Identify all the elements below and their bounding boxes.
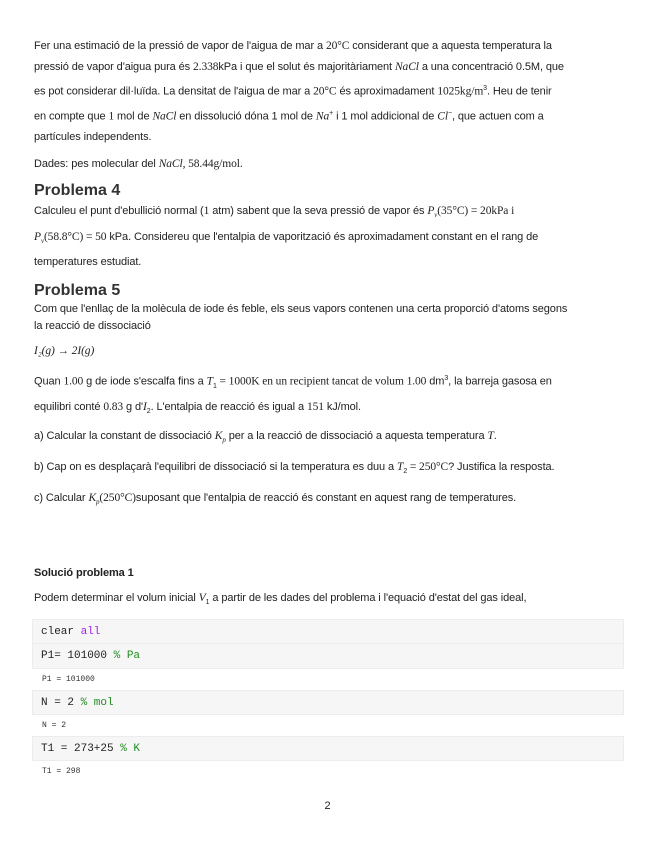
text: dm [426,375,445,388]
question-c: c) Calcular $K_p(250^\circ C)suposant$ que l'entalpia de reacció és constant en aquest rang de temperatures. [34,492,517,507]
code-comment: % K [120,743,141,756]
text: a partir de les dades del problema i l'equació d'estat del gas ideal, [209,592,527,605]
math: 20°C [313,85,337,98]
text: és aproximadament [336,85,438,98]
text: , 58.44g/mol. [182,158,243,171]
text: , la barreja gasosa en [448,375,552,388]
math: = 1000K en un recipient tancat de volum [216,375,407,388]
solution-text: Podem determinar el volum inicial $V_1$ a partir de les dades del problema i l'equació d'estat del gas ideal, [34,592,527,607]
math: T [206,375,213,388]
math: I₂(g) → 2I(g) [34,344,95,357]
text: . [493,429,497,442]
math: K [214,429,223,442]
text: es pot considerar dil·luïda. La densitat de l'aigua de mar a [34,85,314,98]
math: 2.338 [193,61,219,73]
intro-paragraph: Fer una estimació de la pressió de vapor de l'aigua de mar a 20°C considerant que a aquesta temperatura la pressió de vapor d'aigua pura és 2.338kPa i que el solut és majoritàriament NaCl a una concentració 0.5M, que es pot considerar dil·luïda. La densitat de l'aigua de mar a 20°C és aproximadament $1025kg/m^3$. Heu de tenir en compte que 1 mol de NaCl en dissolució dóna 1 mol de Na+ i 1 mol addicional de Cl−, que actuen com a partícules independents. [34,40,564,144]
text: b) Cap on es desplaçarà l'equilibri de dissociació si la temperatura es duu a [34,460,398,473]
text: kPa i que el solut és majoritàriament [218,61,395,73]
math: P [427,205,435,218]
code-cell[interactable] [32,690,624,715]
text: g d' [123,400,144,413]
math: (58.8°C) = 50 [43,230,107,243]
question-a: a) Calcular la constant de dissociació $K_p$ per a la reacció de dissociació a aquesta temperatura T. [34,429,497,444]
code-text: N = 2 [41,697,81,710]
page-number: 2 [324,800,331,812]
text: a) Calcular la constant de dissociació [34,429,215,442]
text: Quan [34,375,64,388]
text: per a la reacció de dissociació a aquesta temperatura [225,429,488,442]
text: temperatures estudiat. [34,255,142,268]
math: P [34,230,41,243]
text: c) Calcular [34,492,89,505]
text: considerant que a aquesta temperatura la [349,40,552,52]
math: NaCl [394,61,419,73]
text: pressió de vapor d'aigua pura és [34,61,194,73]
text: Calculeu el punt d'ebullició normal ( [34,205,204,218]
text: kJ/mol. [323,400,361,413]
text: equilibri conté [34,400,104,413]
code-text: P1= 101000 [41,650,114,663]
math: Cl [437,110,448,123]
reaction-equation [34,341,622,362]
code-cell[interactable] [32,644,624,669]
math: (250°C) [99,492,136,505]
code-text: clear [41,626,81,639]
math: 1 [108,110,115,123]
problem-4-text: Calculeu el punt d'ebullició normal (1 atm) sabent que la seva pressió de vapor és $P_v(35^\circ C) = 20kPa$ i $P_v(58.8^\circ C) = 50$ kPa. Considereu que l'entalpia de vaporització és aproximadament constant en el rang de temperatures estudiat. [34,205,539,268]
code-output: N = 2 [42,721,67,731]
text: ? Justifica la resposta. [448,460,555,473]
text: . Heu de tenir [486,85,552,98]
math: T [487,429,494,442]
math: T [397,460,404,473]
text: a una concentració 0.5M, que [418,61,564,73]
math: 151 [306,400,324,413]
code-cell[interactable] [32,619,624,644]
math: 1 [203,205,210,218]
text: i 1 mol addicional de [333,110,438,123]
data-line [34,154,622,175]
math: NaCl [152,110,177,123]
code-text: T1 = 273+25 [41,743,121,756]
code-output: P1 = 101000 [42,675,95,685]
text: kPa. Considereu que l'entalpia de vaporització és aproximadament constant en el rang de [106,230,539,243]
math: V [198,592,206,605]
math: 0.83 [103,400,124,413]
text: Podem determinar el volum inicial [34,592,199,605]
problem-5-intro [34,301,622,335]
text: Com que l'enllaç de la molècula de iode és feble, els seus vapors contenen una certa proporció d'atoms segons [34,302,568,315]
question-b: b) Cap on es desplaçarà l'equilibri de dissociació si la temperatura es duu a $T_2 = 250^\circ C$? Justifica la resposta. [34,460,555,476]
code-comment: % Pa [113,650,141,663]
solution-heading: Solució problema 1 [34,567,134,580]
text: la reacció de dissociació [34,319,151,332]
problem-5-text: Quan 1.00 g de iode s'escalfa fins a $T_1 = 1000K$ en un recipient tancat de volum 1.00 $dm^3$, la barreja gasosa en equilibri conté 0.83 g $d'I_2$. L'entalpia de reacció és igual a 151 kJ/mol. [34,374,552,415]
math: (35°C) = 20kPa i [437,205,515,218]
text: g de iode s'escalfa fins a [83,375,207,388]
text: . L'entalpia de reacció és igual a [150,400,307,413]
text: atm) sabent que la seva pressió de vapor és [209,205,428,218]
code-output: T1 = 298 [42,767,81,777]
text: Dades: pes molecular del [34,158,159,171]
math: I [143,400,147,413]
text: en dissolució dóna 1 mol de [176,110,316,123]
math: K [88,492,97,505]
math: Na [315,110,330,123]
text: suposant que l'entalpia de reacció és constant en aquest rang de temperatures. [135,492,517,505]
code-comment: % mol [80,697,114,710]
text: , que actuen com a [451,110,544,123]
document-page [34,36,622,782]
math: = 250°C [407,460,449,473]
math: 20°C [325,40,350,52]
problem-5-heading: Problema 5 [34,281,121,299]
text: partícules independents. [34,131,152,144]
math: NaCl [158,158,183,171]
code-cell[interactable] [32,736,624,761]
text: mol de [114,110,153,123]
text: en compte que [34,110,109,123]
problem-4-heading: Problema 4 [34,182,121,200]
code-keyword: all [80,626,101,639]
text: Fer una estimació de la pressió de vapor de l'aigua de mar a [34,40,326,52]
math: 1.00 [406,375,427,388]
math: 1025kg/m [437,85,484,98]
math: 1.00 [63,375,84,388]
